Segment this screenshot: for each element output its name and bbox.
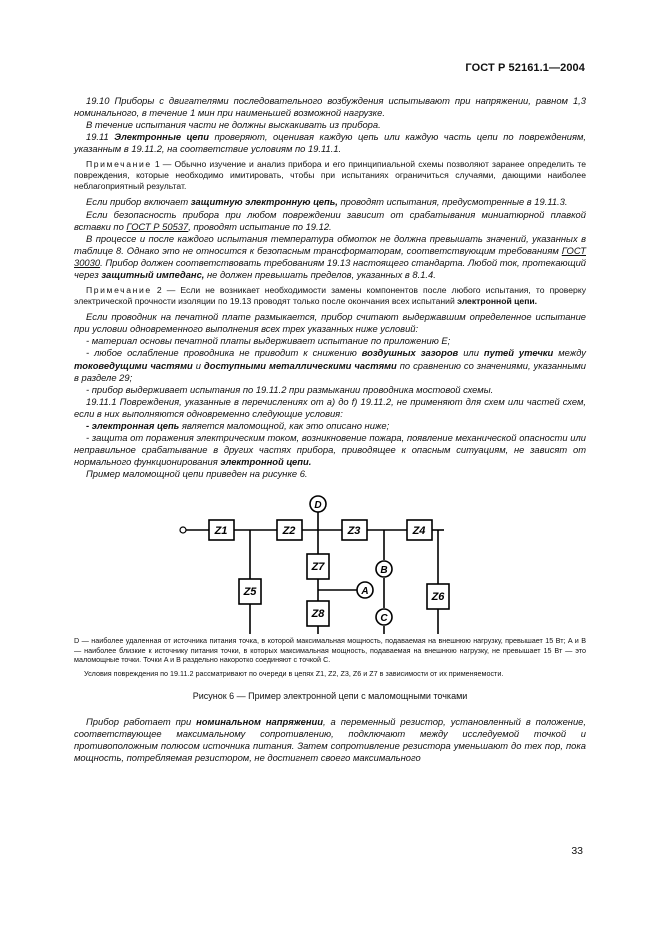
clause-number: 19.11 (86, 131, 115, 143)
pcb-condition-2 (74, 347, 586, 383)
point-a-label: A (361, 586, 369, 598)
page-number: 33 (571, 845, 583, 857)
term-electronic-circuit: электронной цепи. (457, 296, 538, 307)
text: Если прибор включает (86, 196, 191, 208)
text: В процессе и после каждого испытания температура обмоток не должна превышать значений, указанных в таблице 8. Однако это не относится к безопасным трансформаторам, соответствующим требованиям (74, 232, 586, 256)
z8-label: Z8 (311, 608, 325, 621)
document-header: ГОСТ Р 52161.1—2004 (465, 62, 585, 74)
note-1 (74, 159, 586, 192)
note-label: Примечание (86, 159, 152, 170)
figure-legend: D — наиболее удаленная от источника питания точка, в которой максимальная мощность, подаваемая на внешнюю нагрузку, превышает 15 Вт; A и B — наиболее близкие к источнику питания точки, в которых максимальная мощность, подаваемая на внешнюю нагрузку, не превышает 15 Вт — это маломощные точки. Точки A и B раздельно накоротко соединяют с точкой C. (74, 636, 586, 665)
text: Если безопасность прибора при любом повреждении зависит от срабатывания миниатюрной плавкой вставки по (74, 208, 586, 232)
standard-link-gost-30030[interactable]: ГОСТ 30030 (74, 244, 586, 268)
text: Прибор работает при (86, 716, 197, 728)
clause-text: проверяют, оценивая каждую цепь или каждую часть цепи по повреждениям, указанным в 19.11.2, на соответствие условиям по 19.11.1. (74, 131, 587, 155)
z5-label: Z5 (243, 586, 257, 599)
term-rated-voltage: номинальном напряжении (196, 716, 323, 728)
final-paragraph (74, 716, 586, 764)
z1-label: Z1 (214, 525, 228, 538)
low-power-condition-2 (74, 432, 586, 468)
z4-label: Z4 (412, 525, 426, 538)
note-text: 1 — Обычно изучение и анализ прибора и его принципиальной схемы позволяют заранее определить те повреждения, которые необходимо имитировать, чтобы при испытаниях ограничиться случаями, дающими наиболее неблагоприятный результат. (74, 159, 586, 192)
clause-19-11 (74, 131, 586, 155)
term-creepage: путей утечки (483, 347, 554, 359)
low-power-condition-1 (74, 420, 586, 432)
figure-reference: Пример маломощной цепи приведен на рисунке 6. (86, 468, 308, 480)
text: не должен превышать пределов, указанных в 8.1.4. (204, 269, 436, 281)
term-protective-impedance: защитный импеданс, (101, 269, 205, 281)
page-content (74, 95, 586, 765)
pcb-intro: Если проводник на печатной плате размыкается, прибор считают выдержавшим определенное испытание при условии одновременного выполнения всех трех указанных ниже условий: (74, 311, 586, 335)
term-electronic-circuits: Электронные цепи (114, 131, 209, 143)
term-electronic-circuit: - электронная цепь (86, 419, 180, 431)
clause-19-11-1: 19.11.1 Повреждения, указанные в перечислениях от а) до f) 19.11.2, не применяют для схем или частей схем, если в них выполняются одновременно следующие условия: (74, 395, 586, 419)
clause-19-10-b: В течение испытания части не должны выскакивать из прибора. (86, 119, 381, 131)
text: или (458, 347, 484, 359)
text: по сравнению со значениями, указанными в разделе 29; (74, 359, 586, 383)
circuit-diagram (74, 484, 586, 634)
text: и (192, 359, 204, 371)
term-accessible-metal-parts: доступными металлическими частями (203, 359, 397, 371)
note-label: Примечание (86, 285, 152, 296)
figure-6-circuit (74, 484, 586, 634)
terminal-top (180, 527, 186, 533)
standard-link-gost-r-50537[interactable]: ГОСТ Р 50537 (126, 220, 189, 232)
text: , а переменный резистор, установленный в положение, соответствующее максимальному сопротивлению, подключают между исследуемой точкой и противоположным полюсом источника питания. Затем сопротивление резистора уменьшают до тех пор, пока мощность, потребляемая резистором, не достигнет своего максимального (74, 716, 587, 764)
pcb-condition-1: - материал основы печатной платы выдерживает испытание по приложению Е; (86, 335, 451, 347)
z3-label: Z3 (347, 525, 361, 538)
text: . Прибор должен соответствовать требованиям 19.13 настоящего стандарта. Любой ток, протекающий через (74, 256, 586, 281)
figure-legend-conditions: Условия повреждения по 19.11.2 рассматривают по очереди в цепях Z1, Z2, Z3, Z6 и Z7 в зависимости от их применяемости. (84, 668, 504, 678)
note-text: 2 — Если не возникает необходимости замены компонентов после любого испытания, то проверку электрической прочности изоляции по 19.13 проводят только после окончания всех испытаний (74, 285, 586, 307)
figure-caption: Рисунок 6 — Пример электронной цепи с маломощными точками (192, 691, 468, 702)
clause-19-10: 19.10 Приборы с двигателями последовательного возбуждения испытывают при напряжении, равном 1,3 номинального, в течение 1 мин при наименьшей возможной нагрузке. (74, 95, 586, 119)
point-b-label: B (380, 565, 388, 577)
text: проводят испытания, предусмотренные в 19.11.3. (337, 196, 568, 208)
text: - защита от поражения электрическим током, возникновение пожара, появление механической опасности или неправильное срабатывание в других частях прибора, приводящее к опасным ситуациям, не зависят от нормального функционирования (74, 432, 586, 468)
z7-label: Z7 (311, 561, 325, 574)
note-2 (74, 285, 586, 307)
pcb-condition-3: - прибор выдерживает испытания по 19.11.2 при размыкании проводника мостовой схемы. (86, 383, 494, 395)
term-protective-circuit: защитную электронную цепь, (190, 196, 338, 208)
text: - любое ослабление проводника не приводит к снижению (86, 347, 362, 359)
point-c-label: C (380, 613, 388, 625)
term-clearances: воздушных зазоров (361, 347, 459, 359)
z2-label: Z2 (282, 525, 296, 538)
fuse-paragraph (74, 209, 586, 233)
protective-circuit-paragraph (74, 196, 586, 208)
term-live-parts: токоведущими частями (74, 359, 193, 371)
point-d-label: D (314, 500, 322, 512)
text: между (553, 347, 586, 359)
z6-label: Z6 (431, 591, 445, 604)
text: , проводят испытание по 19.12. (188, 220, 332, 232)
temperature-paragraph (74, 233, 586, 281)
text: является маломощной, как это описано ниже; (179, 419, 390, 431)
term-electronic-circuit: электронной цепи. (220, 456, 312, 468)
